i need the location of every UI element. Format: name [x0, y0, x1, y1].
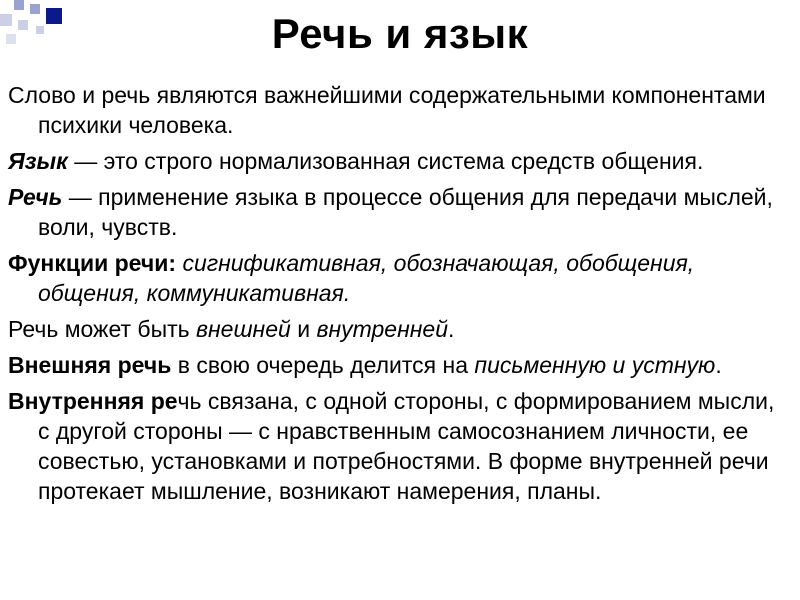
paragraph-text: . — [448, 316, 455, 342]
written-oral: письменную и устную — [474, 352, 716, 378]
deco-square — [14, 0, 24, 10]
paragraph-text: . — [715, 352, 722, 378]
paragraph-external-speech — [8, 350, 788, 380]
paragraph-internal-speech — [8, 386, 788, 506]
term-external: внешней — [196, 316, 291, 342]
paragraph-text: чь связана, с одной стороны, с формированием мысли, с другой стороны — с нравственным самосознанием личности, ее совестью, установками и потребностями. В форме внутренней речи протекает мышление, возникают намерения, планы. — [38, 388, 775, 504]
paragraph-speech-types — [8, 314, 788, 344]
term-external-speech: Внешняя речь — [8, 352, 172, 378]
term-internal-speech: Внутренняя ре — [8, 388, 178, 414]
functions-list: сигнификативная, обозначающая, обобщения, общения, коммуникативная. — [38, 250, 695, 306]
paragraph-text: Слово и речь являются важнейшими содержательными компонентами психики человека. — [8, 82, 766, 138]
term-functions: Функции речи: — [8, 250, 177, 276]
paragraph-text: в свою очередь делится на — [171, 352, 475, 378]
paragraph-text: и — [290, 316, 317, 342]
term-speech: Речь — [8, 184, 63, 210]
paragraph-intro — [8, 80, 788, 140]
slide-content — [8, 80, 788, 512]
slide-title: Речь и язык — [271, 10, 529, 57]
paragraph-text: — это строго нормализованная система средств общения. — [67, 148, 704, 174]
paragraph-speech — [8, 182, 788, 242]
paragraph-text: — применение языка в процессе общения для передачи мыслей, воли, чувств. — [38, 184, 773, 240]
paragraph-language — [8, 146, 788, 176]
paragraph-functions — [8, 248, 788, 308]
term-language: Язык — [8, 148, 68, 174]
term-internal: внутренней — [316, 316, 448, 342]
paragraph-text: Речь может быть — [8, 316, 197, 342]
